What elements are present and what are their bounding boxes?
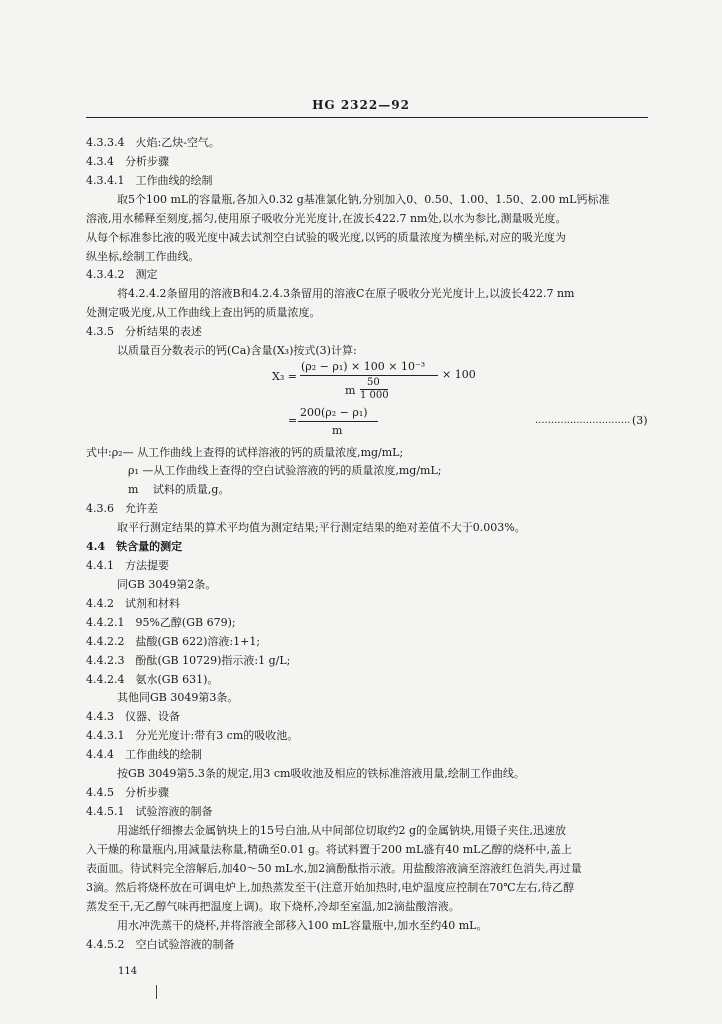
section-heading: 4.4.1 方法提要 (86, 559, 169, 572)
text-line: 表面皿。待试料完全溶解后,加40～50 mL水,加2滴酚酞指示液。用盐酸溶液滴至溶液红色消失,再过量 (86, 862, 582, 875)
text-line: 用滤纸仔细擦去金属钠块上的15号白油,从中间部位切取约2 g的金属钠块,用镊子夹住,迅速放 (117, 824, 567, 837)
list-item: 4.4.3.1 分光光度计:带有3 cm的吸收池。 (86, 729, 299, 742)
margin-mark (156, 985, 157, 999)
formula-denominator-fraction-den: 1 000 (360, 390, 389, 401)
section-heading: 4.4 铁含量的测定 (86, 540, 183, 553)
text-line: 处测定吸光度,从工作曲线上查出钙的质量浓度。 (86, 306, 321, 319)
fraction-bar (300, 375, 438, 376)
text-line: 取5个100 mL的容量瓶,各加入0.32 g基准氯化钠,分别加入0、0.50、1.00、1.50、2.00 mL钙标准 (117, 193, 610, 206)
list-item: 4.4.2.1 95%乙醇(GB 679); (86, 616, 236, 629)
header-rule (86, 117, 648, 118)
list-item: 4.4.2.4 氨水(GB 631)。 (86, 673, 219, 686)
text-line: 蒸发至干,无乙醇气味再把温度上调)。取下烧杯,冷却至室温,加2滴盐酸溶液。 (86, 900, 460, 913)
text-line: 以质量百分数表示的钙(Ca)含量(X₃)按式(3)计算: (117, 344, 357, 357)
fraction-bar-2 (298, 421, 378, 422)
text-line: 用水冲洗蒸干的烧杯,并将溶液全部移入100 mL容量瓶中,加水至约40 mL。 (117, 919, 488, 932)
formula-denominator-fraction-num: 50 (367, 377, 380, 388)
section-heading: 4.4.2 试剂和材料 (86, 597, 180, 610)
standard-header: HG 2322—92 (312, 98, 410, 112)
page-number: 114 (118, 966, 138, 977)
text-line: 按GB 3049第5.3条的规定,用3 cm吸收池及相应的铁标准溶液用量,绘制工作曲线。 (117, 767, 525, 780)
section-heading: 4.3.6 允许差 (86, 502, 158, 515)
section-heading: 4.4.5.1 试验溶液的制备 (86, 805, 213, 818)
symbol-definition: m 试料的质量,g。 (128, 483, 230, 496)
section-heading: 4.4.4 工作曲线的绘制 (86, 748, 202, 761)
equation-number: (3) (632, 414, 648, 427)
section-heading: 4.4.3 仪器、设备 (86, 710, 180, 723)
text-line: 4.3.3.4 火焰:乙炔-空气。 (86, 136, 220, 149)
section-heading: 4.3.4.1 工作曲线的绘制 (86, 174, 213, 187)
symbol-definition: 式中:ρ₂— 从工作曲线上查得的试样溶液的钙的质量浓度,mg/mL; (86, 446, 404, 459)
formula-lhs: X₃ = (272, 370, 297, 383)
section-heading: 4.3.4 分析步骤 (86, 155, 169, 168)
formula-numerator-2: 200(ρ₂ − ρ₁) (300, 406, 368, 419)
text-line: 从每个标准参比液的吸光度中减去试剂空白试验的吸光度,以钙的质量浓度为横坐标,对应的吸光度为 (86, 231, 566, 244)
text-line: 溶液,用水稀释至刻度,摇匀,使用原子吸收分光光度计,在波长422.7 nm处,以水为参比,测量吸光度。 (86, 212, 567, 225)
text-line: 纵坐标,绘制工作曲线。 (86, 250, 200, 263)
section-heading: 4.4.5 分析步骤 (86, 786, 169, 799)
formula-equals: = (288, 414, 298, 427)
text-line: 其他同GB 3049第3条。 (117, 691, 239, 704)
section-heading: 4.4.5.2 空白试验溶液的制备 (86, 938, 235, 951)
text-line: 3滴。然后将烧杯放在可调电炉上,加热蒸发至干(注意开始加热时,电炉温度应控制在70℃左右,待乙醇 (86, 881, 575, 894)
text-line: 同GB 3049第2条。 (117, 578, 217, 591)
symbol-definition: ρ₁ —从工作曲线上查得的空白试验溶液的钙的质量浓度,mg/mL; (128, 464, 442, 477)
list-item: 4.4.2.3 酚酞(GB 10729)指示液:1 g/L; (86, 654, 291, 667)
text-line: 入干燥的称量瓶内,用减量法称量,精确至0.01 g。将试料置于200 mL盛有40 mL乙醇的烧杯中,盖上 (86, 843, 572, 856)
section-heading: 4.3.5 分析结果的表述 (86, 325, 202, 338)
formula-denominator-2: m (332, 424, 343, 437)
formula-numerator: (ρ₂ − ρ₁) × 100 × 10⁻³ (301, 360, 426, 373)
section-heading: 4.3.4.2 测定 (86, 268, 158, 281)
list-item: 4.4.2.2 盐酸(GB 622)溶液:1+1; (86, 635, 261, 648)
formula-times-100: × 100 (442, 368, 476, 381)
text-line: 将4.2.4.2条留用的溶液B和4.2.4.3条留用的溶液C在原子吸收分光光度计上,以波长422.7 nm (117, 287, 575, 300)
text-line: 取平行测定结果的算术平均值为测定结果;平行测定结果的绝对差值不大于0.003%。 (117, 521, 526, 534)
leader-dots: .............................. (535, 415, 631, 426)
formula-denominator-m: m (345, 384, 356, 397)
